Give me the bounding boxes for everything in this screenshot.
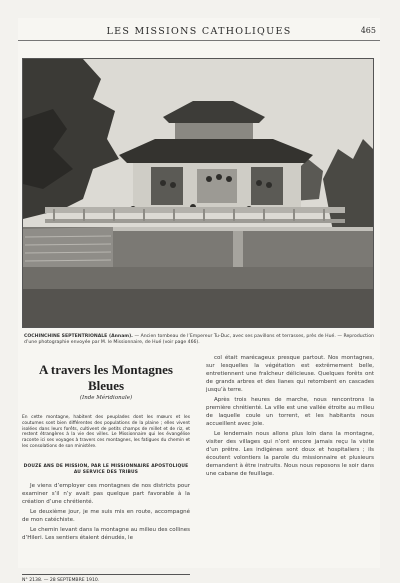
article-subtitle: (Inde Méridionale) [79, 395, 133, 401]
paragraph: col était marécageux presque partout. Nos montagnes, sur lesquelles la végétation est extrêmement belle, entretiennent une fraîcheur délicieuse. Quelques forêts ont de grands arbres et des lianes qui retombent en cascades jusqu’à terre. [206, 355, 374, 393]
section-heading: DOUZE ANS DE MISSION, PAR LE MISSIONNAIRE APOSTOLIQUE AU SERVICE DES TRIBUS [23, 463, 189, 475]
photo-caption [24, 334, 374, 347]
page-number: 465 [360, 26, 376, 35]
paragraph: Après trois heures de marche, nous rencontrons la première chrétienté. La ville est une vallée étroite au milieu de laquelle coule un torrent, et les habitants nous accueillent avec joie. [206, 397, 374, 427]
paragraph: Le lendemain nous allons plus loin dans la montagne, visiter des villages qui n’ont encore jamais reçu la visite d’un prêtre. Les indigènes sont doux et hospitaliers ; ils écoutent volontiers la parole du missionnaire et plusieurs demandent à être instruits. Nous nous reposons le soir dans une cabane de feuillage. [206, 431, 374, 477]
running-title: LES MISSIONS CATHOLIQUES [106, 26, 292, 37]
article-title: A travers les Montagnes Bleues [39, 362, 173, 393]
photo-illustration [23, 59, 373, 327]
caption-text: — Ancien tombeau de l’Empereur Tu-Duc, avec ses pavillons et terrasses, près de Hué. — Reproduction d’une photographie envoyée par M. le Missionnaire, de Hué (voir page 466). [24, 334, 374, 346]
paragraph: Le deuxième jour, je me suis mis en route, accompagné de mon catéchiste. [22, 509, 190, 524]
issue-footer: N° 2138. — 28 SEPTEMBRE 1910. [22, 578, 100, 583]
footer-divider [22, 574, 190, 575]
caption-heading: COCHINCHINE SEPTENTRIONALE (Annam). [24, 334, 133, 339]
right-body [206, 354, 374, 478]
pagoda-photograph [22, 58, 374, 328]
paragraph: Je viens d’employer ces montagnes de nos districts pour examiner s’il n’y avait pas quelque part favorable à la création d’une chrétienté. [22, 483, 190, 506]
left-column [22, 354, 190, 544]
page-header [18, 18, 380, 41]
article-intro: En cette montagne, habitent des peuplades dont les mœurs et les coutumes sont bien différentes des populations de la plaine ; elles vivent isolées dans leurs forêts, cultivent de petits champs de millet et de riz, et restent étrangères à la vie des villes. Le Missionnaire qui les évangélise raconte ici ses voyages à travers ces montagnes, les fatigues du chemin et les consolations de son ministère. [22, 415, 190, 449]
magazine-page [18, 18, 380, 583]
paragraph: Le chemin levant dans la montagne au milieu des collines d’Hileri. Les sentiers étaient dénudés, le [22, 527, 190, 542]
right-column [206, 354, 374, 480]
left-body [22, 482, 190, 542]
